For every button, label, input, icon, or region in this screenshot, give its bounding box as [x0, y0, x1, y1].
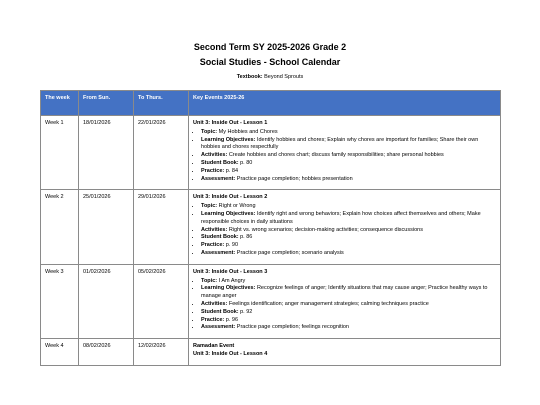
cell-events — [189, 190, 501, 264]
detail-label: Student Book: — [201, 234, 239, 241]
detail-text: p. 84 — [225, 167, 239, 174]
textbook-line — [0, 74, 540, 80]
detail-label: Assessment: — [201, 175, 236, 182]
event-detail-item — [201, 324, 496, 332]
detail-text: p. 92 — [240, 308, 253, 315]
detail-text: p. 90 — [225, 242, 239, 249]
detail-label: Activities: — [201, 226, 228, 233]
event-detail-item — [201, 278, 496, 286]
event-detail-item — [201, 317, 496, 325]
event-details-list — [193, 203, 496, 258]
textbook-value: Beyond Sprouts — [264, 74, 304, 80]
event-detail-item — [201, 234, 496, 242]
detail-label: Learning Objectives: — [201, 136, 256, 143]
page-title: Second Term SY 2025-2026 Grade 2 — [193, 42, 347, 52]
detail-text: Identify right and wrong behaviors; Explain how choices affect themselves and others; Make responsible choices in daily situations — [201, 210, 481, 225]
detail-text: My Hobbies and Chores — [218, 128, 278, 135]
detail-text: Feelings identification; anger management strategies; calming techniques practice — [228, 300, 429, 307]
cell-to: 12/02/2026 — [134, 339, 189, 366]
event-detail-item — [201, 203, 496, 211]
detail-text: Practice page completion; scenario analysis — [236, 249, 344, 256]
column-header-events: Key Events 2025-26 — [189, 91, 501, 116]
table-row — [41, 339, 501, 366]
detail-text: p. 96 — [225, 316, 239, 323]
detail-label: Activities: — [201, 300, 228, 307]
event-detail-item — [201, 168, 496, 176]
cell-week: Week 3 — [41, 264, 79, 338]
page-subtitle: Social Studies - School Calendar — [199, 57, 341, 67]
detail-label: Topic: — [201, 203, 218, 210]
event-heading: Ramadan Event — [193, 343, 235, 350]
detail-text: Right or Wrong — [218, 203, 256, 210]
cell-events — [189, 264, 501, 338]
column-header-week: The week — [41, 91, 79, 116]
event-details-list — [193, 278, 496, 333]
detail-text: p. 80 — [240, 159, 253, 166]
cell-from: 01/02/2026 — [79, 264, 134, 338]
detail-label: Student Book: — [201, 159, 239, 166]
detail-text: Identify hobbies and chores; Explain why chores are important for families; Share their own hobbies and chores respectfully — [201, 136, 479, 151]
event-heading: Unit 3: Inside Out - Lesson 2 — [193, 194, 268, 201]
table-row — [41, 264, 501, 338]
cell-from: 18/01/2026 — [79, 116, 134, 190]
detail-label: Topic: — [201, 128, 218, 135]
event-detail-item — [201, 160, 496, 168]
detail-label: Activities: — [201, 152, 228, 159]
table-row — [41, 190, 501, 264]
event-detail-item — [201, 309, 496, 317]
cell-to: 29/01/2026 — [134, 190, 189, 264]
event-detail-item — [201, 152, 496, 160]
detail-label: Assessment: — [201, 249, 236, 256]
detail-text: Practice page completion; feelings recognition — [236, 324, 349, 331]
cell-week: Week 1 — [41, 116, 79, 190]
cell-from: 08/02/2026 — [79, 339, 134, 366]
event-detail-item — [201, 129, 496, 137]
detail-text: Practice page completion; hobbies presentation — [236, 175, 353, 182]
detail-label: Student Book: — [201, 308, 239, 315]
detail-label: Practice: — [201, 316, 225, 323]
detail-text: I Am Angry — [218, 277, 246, 284]
detail-text: Recognize feelings of anger; Identify situations that may cause anger; Practice healthy ways to manage anger — [201, 285, 488, 300]
textbook-label: Textbook: — [236, 74, 263, 80]
event-detail-item — [201, 250, 496, 258]
detail-text: p. 86 — [240, 234, 253, 241]
detail-label: Learning Objectives: — [201, 285, 256, 292]
event-detail-item — [201, 285, 496, 301]
cell-events — [189, 116, 501, 190]
detail-label: Practice: — [201, 167, 225, 174]
table-header-row — [41, 91, 501, 116]
event-detail-item — [201, 211, 496, 227]
cell-events — [189, 339, 501, 366]
event-detail-item — [201, 137, 496, 153]
event-details-list — [193, 129, 496, 184]
detail-label: Practice: — [201, 242, 225, 249]
event-detail-item — [201, 301, 496, 309]
cell-week: Week 2 — [41, 190, 79, 264]
column-header-to: To Thurs. — [134, 91, 189, 116]
detail-label: Assessment: — [201, 324, 236, 331]
event-heading: Unit 3: Inside Out - Lesson 3 — [193, 268, 268, 275]
event-heading: Unit 3: Inside Out - Lesson 4 — [193, 350, 268, 357]
detail-text: Create hobbies and chores chart; discuss family responsibilities; share personal hobbies — [228, 152, 444, 159]
calendar-table — [40, 90, 501, 366]
detail-text: Right vs. wrong scenarios; decision-making activities; consequence discussions — [228, 226, 423, 233]
cell-from: 25/01/2026 — [79, 190, 134, 264]
table-row — [41, 116, 501, 190]
detail-label: Topic: — [201, 277, 218, 284]
event-detail-item — [201, 227, 496, 235]
cell-to: 22/01/2026 — [134, 116, 189, 190]
cell-week: Week 4 — [41, 339, 79, 366]
event-heading: Unit 3: Inside Out - Lesson 1 — [193, 120, 268, 126]
cell-to: 05/02/2026 — [134, 264, 189, 338]
column-header-from: From Sun. — [79, 91, 134, 116]
detail-label: Learning Objectives: — [201, 210, 256, 217]
event-detail-item — [201, 242, 496, 250]
event-detail-item — [201, 176, 496, 184]
